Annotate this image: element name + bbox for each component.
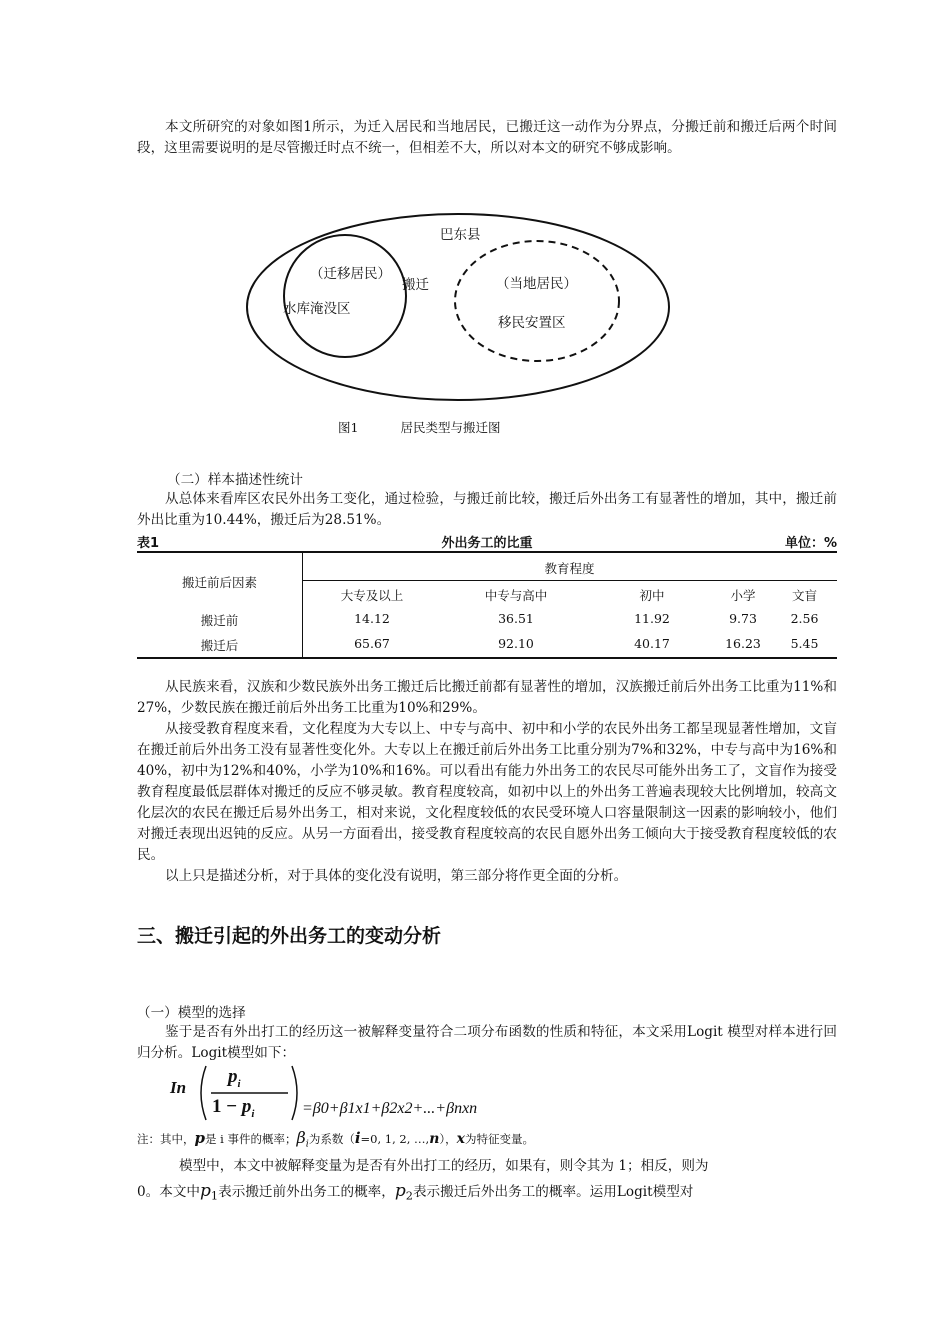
model-paragraph: 鉴于是否有外出打工的经历这一被解释变量符合二项分布函数的性质和特征，本文采用Logit 模型对样本进行回归分析。Logit模型如下： bbox=[137, 1024, 837, 1061]
final-paragraph-line1: 模型中，本文中被解释变量为是否有外出打工的经历，如果有，则令其为 1；相反，则为 bbox=[179, 1158, 709, 1174]
left-circle bbox=[284, 235, 406, 357]
column-header: 中专与高中 bbox=[484, 588, 548, 603]
column-header: 小学 bbox=[730, 588, 756, 603]
table-1 bbox=[137, 551, 837, 659]
table-cell: 36.51 bbox=[498, 611, 534, 626]
table-title: 外出务工的比重 bbox=[441, 536, 533, 551]
table-horizontal-rule bbox=[302, 580, 837, 581]
left-group-label: （迁移居民） bbox=[310, 266, 391, 282]
outer-label: 巴东县 bbox=[440, 227, 481, 243]
section2-heading: （二）样本描述性统计 bbox=[167, 472, 303, 488]
table-cell: 40.17 bbox=[634, 636, 670, 651]
right-dashed-ellipse bbox=[455, 241, 619, 361]
table-cell: 5.45 bbox=[790, 636, 819, 651]
column-header: 大专及以上 bbox=[340, 588, 404, 603]
table-cell: 16.23 bbox=[725, 636, 761, 651]
table-cell: 92.10 bbox=[498, 636, 534, 651]
figure-1 bbox=[240, 205, 680, 415]
caption-title: 居民类型与搬迁图 bbox=[400, 420, 501, 435]
figure-caption bbox=[338, 418, 500, 436]
logit-formula bbox=[170, 1062, 530, 1124]
table-cell: 9.73 bbox=[729, 611, 757, 626]
row-label: 搬迁前 bbox=[200, 613, 239, 628]
column-header: 文盲 bbox=[791, 588, 817, 603]
right-group-label: （当地居民） bbox=[496, 276, 577, 292]
final-paragraph-line2: 0。本文中$p_1$表示搬迁前外出务工的概率，$p_2$表示搬迁后外出务工的概率。运用Logit模型对 bbox=[137, 1181, 694, 1203]
education-paragraph: 从接受教育程度来看，文化程度为大专以上、中专与高中、初中和小学的农民外出务工都呈现显著性增加，文盲在搬迁前后外出务工没有显著性变化外。大专以上在搬迁前后外出务工比重分别为7%和32%，中专与高中为16%和40%，初中为12%和40%，小学为10%和16%。可以看出有能力外出务工的农民尽可能外出务工了，文盲作为接受教育程度最低层群体对搬迁的反应不够灵敏。教育程度较高，如初中以上的外出务工普遍表现较大比例增加，较高文化层次的农民在搬迁后易外出务工，相对来说，文化程度较低的农民受环境人口容量限制这一因素的影响较小，他们对搬迁表现出迟钝的反应。从另一方面看出，接受教育程度较高的农民自愿外出务工倾向大于接受教育程度较低的农民。 bbox=[137, 721, 837, 863]
formula-ln: In bbox=[170, 1078, 187, 1097]
caption-number: 图1 bbox=[338, 420, 359, 435]
table-unit: 单位：% bbox=[784, 536, 837, 551]
table-cell: 14.12 bbox=[354, 611, 390, 626]
table-number: 表1 bbox=[137, 536, 160, 551]
left-area-label: 水库淹没区 bbox=[283, 301, 351, 317]
summary-paragraph: 以上只是描述分析，对于具体的变化没有说明，第三部分将作更全面的分析。 bbox=[165, 868, 628, 884]
formula-denominator: $1 - p_i$ bbox=[212, 1096, 255, 1120]
row-header: 搬迁前后因素 bbox=[181, 575, 257, 590]
section2-paragraph: 从总体来看库区农民外出务工变化，通过检验，与搬迁前比较，搬迁后外出务工有显著性的增加，其中，搬迁前外出比重为10.44%，搬迁后为28.51%。 bbox=[137, 491, 837, 528]
model-heading: （一）模型的选择 bbox=[137, 1005, 246, 1021]
table-cell: 2.56 bbox=[790, 611, 819, 626]
section3-heading: 三、搬迁引起的外出务工的变动分析 bbox=[137, 925, 442, 947]
formula-rhs: =β0+β1x1+β2x2+...+βnxn bbox=[302, 1100, 478, 1117]
table-cell: 65.67 bbox=[354, 636, 390, 651]
formula-numerator: $p_i$ bbox=[228, 1066, 241, 1090]
right-area-label: 移民安置区 bbox=[498, 315, 566, 331]
group-header: 教育程度 bbox=[544, 561, 595, 576]
row-label: 搬迁后 bbox=[200, 638, 239, 653]
column-header: 初中 bbox=[639, 588, 665, 603]
table-cell: 11.92 bbox=[634, 611, 670, 626]
formula-note: 注：其中，p是 i 事件的概率；$\beta_i$为系数（i=0, 1, 2, …,n），x为特征变量。 bbox=[137, 1128, 535, 1150]
intro-paragraph: 本文所研究的对象如图1所示，为迁入居民和当地居民，已搬迁这一动作为分界点，分搬迁前和搬迁后两个时间段，这里需要说明的是尽管搬迁时点不统一，但相差不大，所以对本文的研究不够成影响。 bbox=[137, 119, 837, 156]
ethnic-paragraph: 从民族来看，汉族和少数民族外出务工搬迁后比搬迁前都有显著性的增加，汉族搬迁前后外出务工比重为11%和27%，少数民族在搬迁前后外出务工比重为10%和29%。 bbox=[137, 679, 837, 716]
arrow-label: 搬迁 bbox=[402, 277, 429, 293]
table-header bbox=[137, 532, 837, 550]
